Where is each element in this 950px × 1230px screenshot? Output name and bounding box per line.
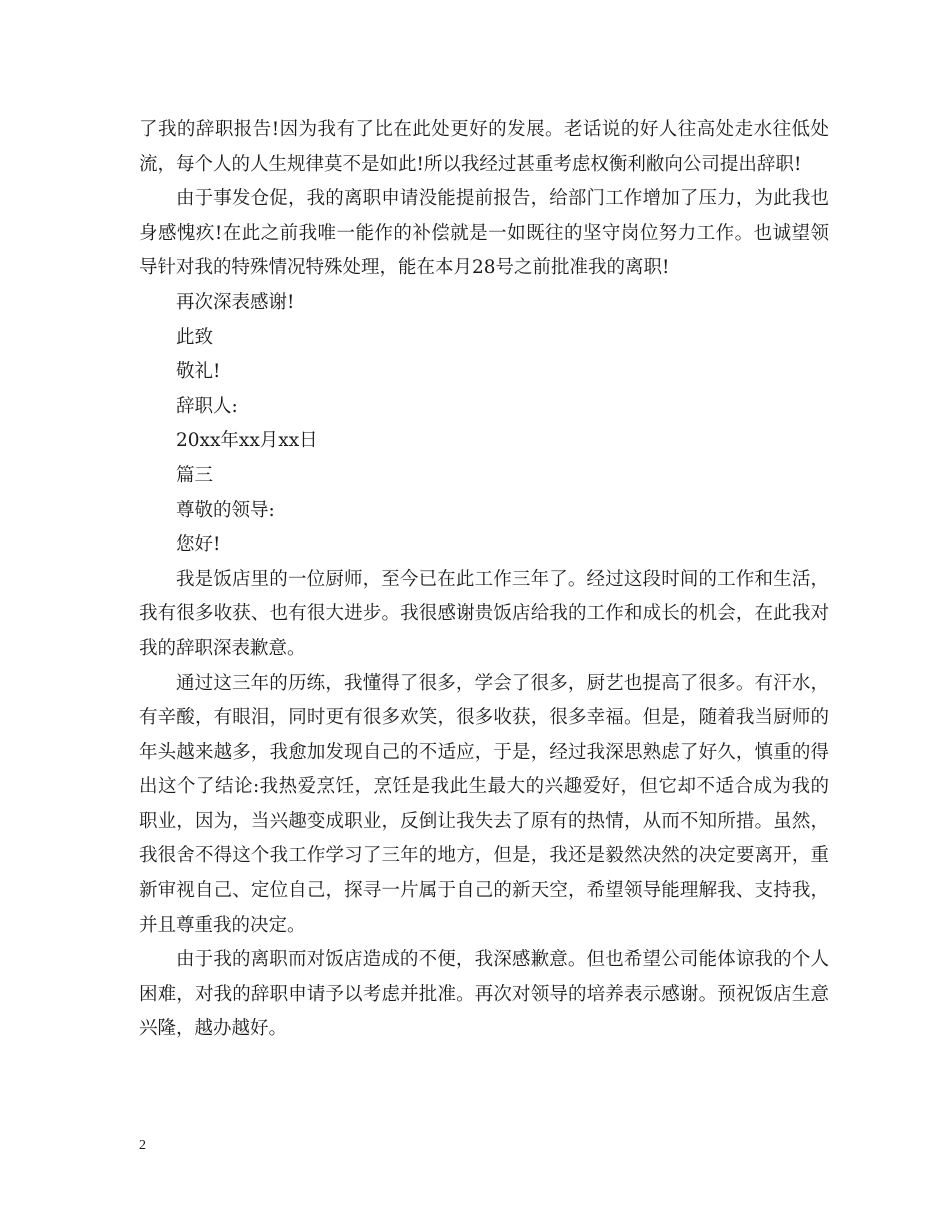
page-number: 2 [139, 1138, 146, 1153]
signature-label: 辞职人: [176, 395, 238, 417]
document-page [139, 113, 829, 1047]
section-heading: 篇三 [176, 464, 214, 486]
closing-thanks: 再次深表感谢! [176, 291, 295, 313]
paragraph-apology: 由于事发仓促，我的离职申请没能提前报告，给部门工作增加了压力，为此我也身感愧疚!在此之前我唯一能作的补偿就是一如既往的坚守岗位努力工作。也诚望领导针对我的特殊情况特殊处理，能在本月28号之前批准我的离职! [139, 188, 829, 279]
letter-hello: 您好! [176, 534, 221, 556]
paragraph-reasons: 通过这三年的历练，我懂得了很多，学会了很多，厨艺也提高了很多。有汗水，有辛酸，有眼泪，同时更有很多欢笑，很多收获，很多幸福。但是，随着我当厨师的年头越来越多，我愈加发现自己的不适应，于是，经过我深思熟虑了好久，慎重的得出这个了结论:我热爱烹饪，烹饪是我此生最大的兴趣爱好，但它却不适合成为我的职业，因为，当兴趣变成职业，反倒让我失去了原有的热情，从而不知所措。虽然，我很舍不得这个我工作学习了三年的地方，但是，我还是毅然决然的决定要离开，重新审视自己、定位自己，探寻一片属于自己的新天空，希望领导能理解我、支持我，并且尊重我的决定。 [139, 672, 829, 936]
paragraph-introduction: 我是饭店里的一位厨师，至今已在此工作三年了。经过这段时间的工作和生活， 我有很多收获、也有很大进步。我很感谢贵饭店给我的工作和成长的机会，在此我对我的辞职深表歉意。 [139, 568, 829, 659]
paragraph-continuation: 了我的辞职报告!因为我有了比在此处更好的发展。老话说的好人往高处走水往低处流，每个人的人生规律莫不是如此!所以我经过甚重考虑权衡利敝向公司提出辞职! [139, 119, 829, 175]
paragraph-conclusion: 由于我的离职而对饭店造成的不便，我深感歉意。但也希望公司能体谅我的个人困难，对我的辞职申请予以考虑并批准。再次对领导的培养表示感谢。预祝饭店生意兴隆，越办越好。 [139, 949, 829, 1040]
closing-regards: 敬礼! [176, 361, 221, 383]
signature-date: 20xx年xx月xx日 [176, 430, 318, 452]
letter-greeting: 尊敬的领导: [176, 499, 275, 521]
closing-salutation: 此致 [176, 326, 214, 348]
